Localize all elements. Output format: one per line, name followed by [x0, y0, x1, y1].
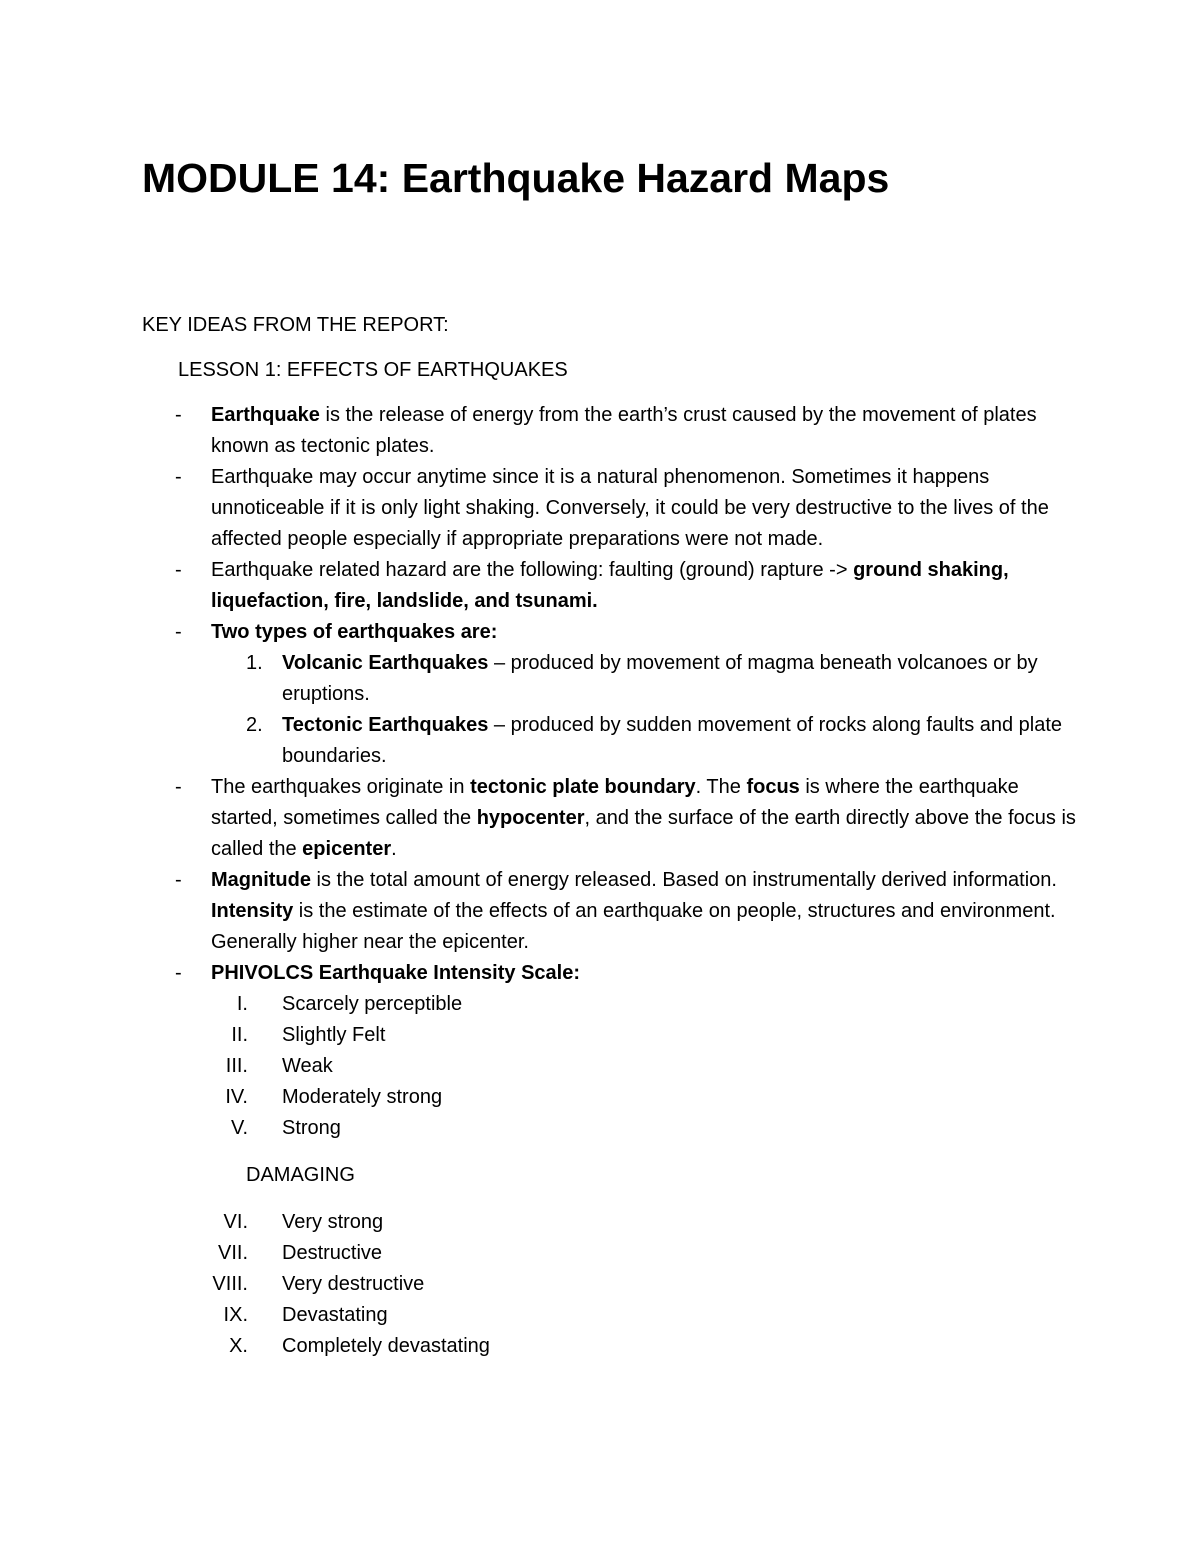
scale-label: Destructive: [282, 1242, 383, 1264]
bullet-text: is the estimate of the effects of an earthquake on people, structures and environment. Generally higher near the epicenter.: [211, 900, 1056, 953]
item-text: – produced by sudden movement of rocks along faults and plate boundaries.: [282, 714, 1063, 767]
roman-numeral: V.: [230, 1117, 248, 1139]
roman-numeral: X.: [229, 1335, 248, 1357]
scale-label: Scarcely perceptible: [282, 993, 463, 1015]
bullet-dash: -: [175, 869, 182, 891]
bullet-dash: -: [175, 559, 182, 581]
bullet-text: , and the surface of the earth directly above the focus is called the: [211, 807, 1076, 860]
roman-numeral: I.: [236, 993, 248, 1015]
scale-item-9: [0, 1300, 1200, 1331]
bold-term: Magnitude: [211, 869, 311, 891]
scale-item-7: [0, 1238, 1200, 1269]
bullet-text: is where the earthquake started, sometimes called the: [211, 776, 1019, 829]
bold-term: Volcanic Earthquakes: [282, 652, 489, 674]
scale-label: Slightly Felt: [282, 1024, 386, 1046]
bullet-item-origin: [0, 772, 1081, 865]
bullet-text: The earthquakes originate in: [211, 776, 471, 798]
roman-numeral: VIII.: [212, 1273, 248, 1295]
scale-item-10: [0, 1331, 1200, 1362]
lesson-heading: LESSON 1: EFFECTS OF EARTHQUAKES: [178, 359, 568, 381]
bold-term: tectonic plate boundary: [470, 776, 696, 798]
scale-label: Weak: [282, 1055, 333, 1077]
scale-label: Very destructive: [282, 1273, 425, 1295]
scale-item-8: [0, 1269, 1200, 1300]
bullet-text: Earthquake related hazard are the following: faulting (ground) rapture ->: [211, 559, 854, 581]
bold-term: Intensity: [211, 900, 294, 922]
item-number: 1.: [246, 652, 263, 674]
item-number: 2.: [246, 714, 263, 736]
scale-item-1: [0, 989, 1200, 1020]
lesson-content: [0, 400, 1200, 1362]
bold-term: Earthquake: [211, 404, 320, 426]
numbered-item-volcanic: [0, 648, 1082, 710]
bullet-item-earthquake-definition: [0, 400, 1081, 462]
bullet-dash: -: [175, 404, 182, 426]
bullet-text: . The: [695, 776, 747, 798]
scale-item-2: [0, 1020, 1200, 1051]
bold-term: epicenter: [302, 838, 392, 860]
scale-item-5: [0, 1113, 1200, 1144]
damaging-heading: DAMAGING: [246, 1164, 355, 1186]
scale-label: Moderately strong: [282, 1086, 443, 1108]
numbered-item-tectonic: [0, 710, 1082, 772]
roman-numeral: VII.: [217, 1242, 248, 1264]
bullet-dash: -: [175, 962, 182, 984]
module-title: MODULE 14: Earthquake Hazard Maps: [142, 155, 890, 201]
scale-item-4: [0, 1082, 1200, 1113]
scale-label: Completely devastating: [282, 1335, 490, 1357]
bullet-item-types-heading: [0, 617, 1081, 648]
scale-label: Devastating: [282, 1304, 388, 1326]
bullet-item-hazards: [0, 555, 1081, 617]
scale-label: Strong: [282, 1117, 341, 1139]
roman-numeral: VI.: [223, 1211, 248, 1233]
bullet-dash: -: [175, 621, 182, 643]
bullet-dash: -: [175, 466, 182, 488]
bold-term: ground shaking, liquefaction, fire, landslide, and tsunami.: [211, 559, 1009, 612]
bullet-text: Earthquake may occur anytime since it is a natural phenomenon. Sometimes it happens unnoticeable if it is only light shaking. Conversely, it could be very destructive to the lives of the affected people especially if appropriate preparations were not made.: [211, 466, 1049, 550]
bullet-item-phivolcs-scale: [0, 958, 1081, 989]
scale-item-6: [0, 1207, 1200, 1238]
key-ideas-heading: KEY IDEAS FROM THE REPORT:: [142, 314, 449, 336]
bullet-dash: -: [175, 776, 182, 798]
bold-term: PHIVOLCS Earthquake Intensity Scale:: [211, 962, 580, 984]
roman-numeral: II.: [231, 1024, 248, 1046]
roman-numeral: III.: [225, 1055, 248, 1077]
bullet-text: is the total amount of energy released. Based on instrumentally derived information.: [311, 869, 1057, 891]
bullet-item-magnitude: [0, 865, 1081, 958]
item-text: – produced by movement of magma beneath volcanoes or by eruptions.: [282, 652, 1038, 705]
bold-term: Tectonic Earthquakes: [282, 714, 489, 736]
roman-numeral: IV.: [225, 1086, 248, 1108]
bullet-text: is the release of energy from the earth’s crust caused by the movement of plates known as tectonic plates.: [211, 404, 1037, 457]
bullet-text: .: [391, 838, 397, 860]
scale-item-3: [0, 1051, 1200, 1082]
bold-term: hypocenter: [476, 807, 585, 829]
bullet-item-occurrence: [0, 462, 1081, 555]
bold-term: focus: [746, 776, 800, 798]
roman-numeral: IX.: [223, 1304, 248, 1326]
bold-term: Two types of earthquakes are:: [211, 621, 498, 643]
scale-label: Very strong: [282, 1211, 384, 1233]
